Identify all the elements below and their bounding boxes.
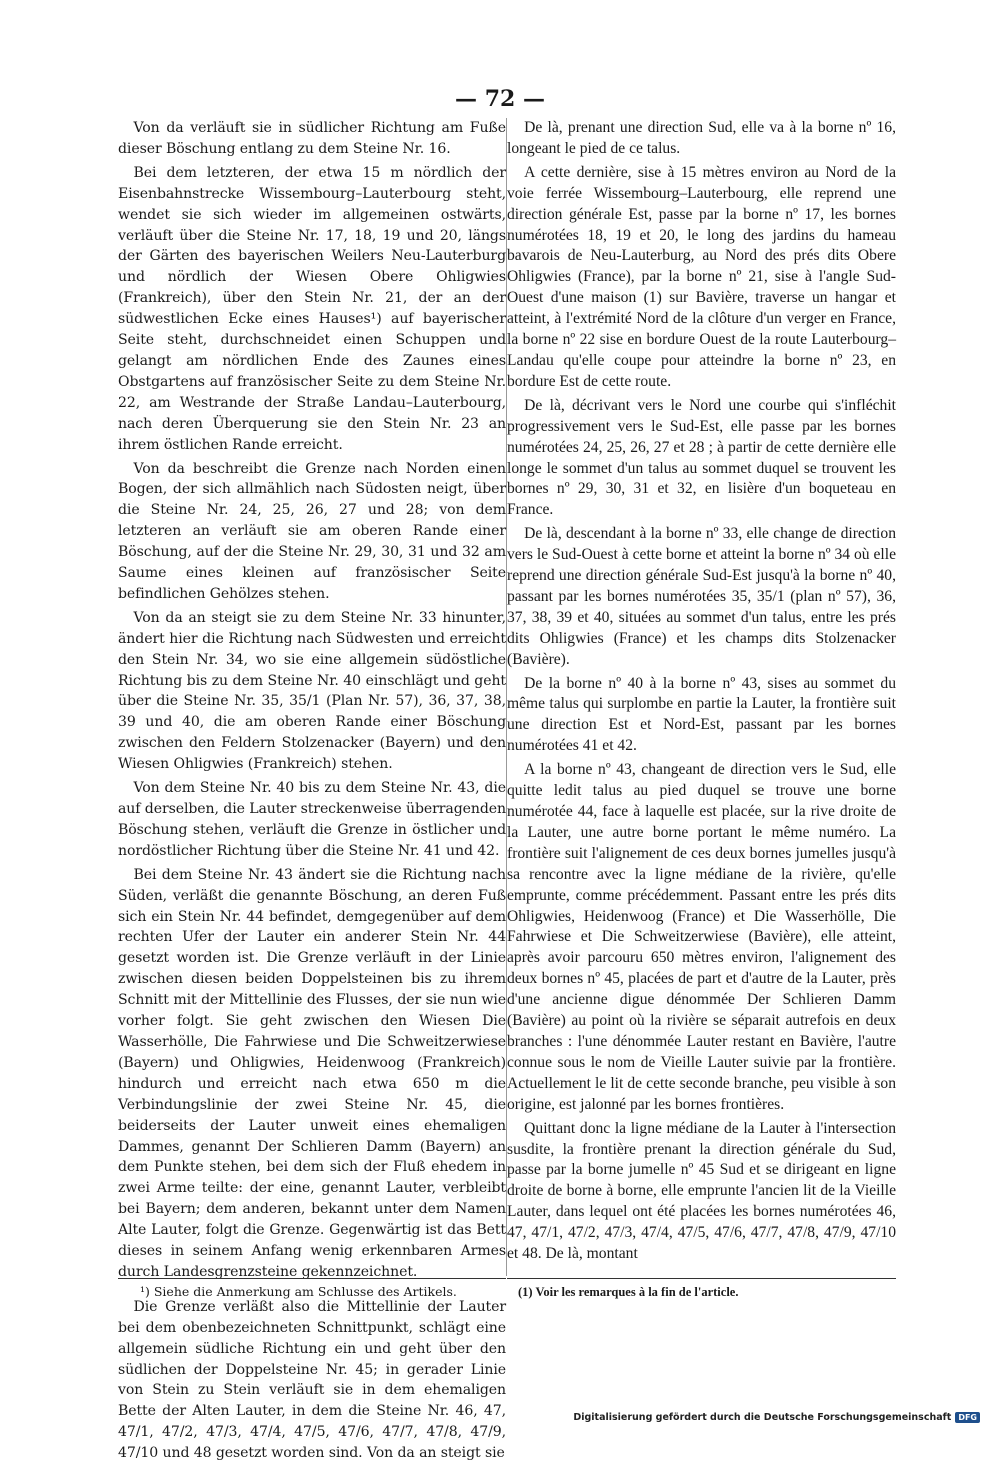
footnote-rule-left [118, 1278, 506, 1279]
german-paragraph-7: Die Grenze verläßt also die Mittellinie der Lauter bei dem obenbezeichneten Schnittpunkt, schlägt eine allgemein südliche Richtung ein und geht über den südlichen der Doppelsteine Nr. 45; in gerader Linie von Stein zu Stein verläuft sie in dem ehemaligen Bette der Alten Lauter, in dem die Steine Nr. 46, 47, 47/1, 47/2, 47/3, 47/4, 47/5, 47/6, 47/7, 47/8, 47/9, 47/10 und 48 gesetzt worden sind. Von da an steigt sie [118, 1298, 506, 1462]
french-paragraph-4: De là, descendant à la borne nº 33, elle change de direction vers le Sud-Ouest à cette borne et atteint la borne nº 34 où elle reprend une direction générale Sud-Est jusqu'à la borne nº 40, passant par les bornes numérotées 35, 35/1 (plan nº 57), 36, 37, 38, 39 et 40, situées au sommet d'un talus, entre les prés dits Ohligwies (France) et les champs dits Stolzenacker (Bavière). [507, 525, 896, 668]
french-column [507, 118, 896, 1268]
german-paragraph-1: Von da verläuft sie in südlicher Richtung am Fuße dieser Böschung entlang zu dem Steine Nr. 16. [118, 120, 506, 157]
french-paragraph-2: A cette dernière, sise à 15 mètres environ au Nord de la voie ferrée Wissembourg–Lauterbourg, elle reprend une direction générale Est, passe par la borne nº 17, les bornes numérotées 18, 19 et 20, le long des jardins du hameau bavarois de Neu-Lauterburg, au Nord des prés dits Obere Ohligwies (France), par la borne nº 21, sise à l'angle Sud-Ouest d'une maison (1) sur Bavière, traverse un hangar et atteint, à l'extrémité Nord de la clôture d'un verger en France, la borne nº 22 sise en bordure Ouest de la route Lauterbourg–Landau qu'elle coupe pour atteindre la borne nº 23, en bordure Est de cette route. [507, 163, 896, 390]
german-paragraph-6: Bei dem Steine Nr. 43 ändert sie die Richtung nach Süden, verläßt die genannte Böschung, an deren Fuß sich ein Stein Nr. 44 befindet, demgegenüber auf dem rechten Ufer der Lauter ein anderer Stein Nr. 44 gesetzt worden ist. Die Grenze verläuft in der Linie zwischen diesen beiden Doppelsteinen bis zu ihrem Schnitt mit der Mittellinie des Flusses, der sie nun wie vorher folgt. Sie geht zwischen den Wiesen Die Wasserhölle, Die Fahrwiese und Die Schweitzerwiese (Bayern) und Ohligwies, Heidenwoog (Frankreich) hindurch und erreicht nach etwa 650 m die Verbindungslinie der zwei Steine Nr. 45, die beiderseits der Lauter unweit eines ehemaligen Dammes, genannt Der Schlieren Damm (Bayern) an dem Punkte stehen, bei dem sich der Fluß ehedem in zwei Arme teilte: der eine, genannt Lauter, verbleibt bei Bayern; dem anderen, bekannt unter dem Namen Alte Lauter, folgt die Grenze. Gegenwärtig ist das Bett dieses in seinem Anfang wenig erkennbaren Armes durch Landesgrenzsteine gekennzeichnet. [118, 866, 506, 1280]
german-paragraph-2: Bei dem letzteren, der etwa 15 m nördlich der Eisenbahnstrecke Wissembourg–Lauterbourg steht, wendet sie sich wieder im allgemeinen ostwärts, verläuft über die Steine Nr. 17, 18, 19 und 20, längs der Gärten des bayerischen Weilers Neu-Lauterburg und nördlich der Wiesen Obere Ohligwies (Frankreich), über den Stein Nr. 21, der an der südwestlichen Ecke eines Hauses¹) auf bayerischer Seite steht, durchschneidet einen Schuppen und gelangt am nördlichen Ende des Zaunes eines Obstgartens auf französischer Seite zu dem Steine Nr. 22, am Westrande der Straße Landau–Lauterbourg, nach deren Überquerung sie den Stein Nr. 23 an ihrem östlichen Rande erreicht. [118, 164, 506, 453]
french-paragraph-3: De là, décrivant vers le Nord une courbe qui s'infléchit progressivement vers le Sud-Est, elle passe par les bornes numérotées 24, 25, 26, 27 et 28 ; à partir de cette dernière elle longe le sommet d'un talus au sommet duquel se trouvent les bornes nº 29, 30, 31 et 32, en lisière d'un boqueteau en France. [507, 396, 896, 519]
digitization-credit [573, 1412, 980, 1423]
french-paragraph-5: De la borne nº 40 à la borne nº 43, sises au sommet du même talus qui surplombe en partie la Lauter, la frontière suit une direction Est et Nord-Est, passant par les bornes numérotées 41 et 42. [507, 674, 896, 755]
french-footnote: (1) Voir les remarques à la fin de l'article. [518, 1285, 739, 1299]
french-paragraph-6: A la borne nº 43, changeant de direction vers le Sud, elle quitte ledit talus au pied duquel se trouve une borne numérotée 44, face à laquelle est placée, sur la rive droite de la Lauter, une autre borne portant le même numéro. La frontière suit l'alignement de ces deux bornes jumelles jusqu'à sa rencontre avec la ligne médiane de la rivière, qu'elle emprunte, comme précédemment. Passant entre les prés dits Ohligwies, Heidenwoog (France) et Die Wasserhölle, Die Fahrwiese et Die Schweitzerwiese (Bavière), elle atteint, après avoir parcouru 650 mètres environ, l'alignement des deux bornes nº 45, placées de part et d'autre de la Lauter, près d'une ancienne digue dénommée Der Schlieren Damm (Bavière) au point où la rivière se séparait autrefois en deux branches : l'une dénommée Lauter restant en Bavière, l'autre connue sous le nom de Vieille Lauter suivie par la frontière. Actuellement le lit de cette seconde branche, peu visible à son origine, est jalonné par les bornes frontières. [507, 761, 896, 1113]
footnote-rule-right [507, 1278, 896, 1279]
french-paragraph-7: Quittant donc la ligne médiane de la Lauter à l'intersection susdite, la frontière prenant la direction générale du Sud, passe par la borne jumelle nº 45 Sud et se dirigeant en ligne droite de borne à borne, elle emprunte l'ancien lit de la Vieille Lauter, dans lequel ont été placées les bornes numérotées 46, 47, 47/1, 47/2, 47/3, 47/4, 47/5, 47/6, 47/7, 47/8, 47/9, 47/10 et 48. De là, montant [507, 1119, 896, 1263]
page-number: — 72 — [455, 86, 545, 112]
french-paragraph-1: De là, prenant une direction Sud, elle va à la borne nº 16, longeant le pied de ce talus. [507, 119, 896, 157]
credit-text: Digitalisierung gefördert durch die Deutsche Forschungsgemeinschaft [573, 1412, 952, 1423]
dfg-logo-icon: DFG [955, 1412, 980, 1423]
german-paragraph-3: Von da beschreibt die Grenze nach Norden einen Bogen, der sich allmählich nach Südosten neigt, über die Steine Nr. 24, 25, 26, 27 und 28; von dem letzteren an verläuft sie am oberen Rande einer Böschung, auf der die Steine Nr. 29, 30, 31 und 32 am Saume eines kleinen auf französischer Seite befindlichen Gehölzes stehen. [118, 460, 506, 602]
german-paragraph-5: Von dem Steine Nr. 40 bis zu dem Steine Nr. 43, die auf derselben, die Lauter streckenweise überragenden Böschung stehen, verläuft die Grenze in östlicher und nordöstlicher Richtung über die Steine Nr. 41 und 42. [118, 780, 506, 859]
german-column [118, 118, 506, 1467]
german-footnote: ¹) Siehe die Anmerkung am Schlusse des Artikels. [140, 1284, 457, 1299]
german-paragraph-4: Von da an steigt sie zu dem Steine Nr. 33 hinunter, ändert hier die Richtung nach Südwesten und erreicht den Stein Nr. 34, wo sie eine allgemein südöstliche Richtung bis zu dem Steine Nr. 40 einschlägt und geht über die Steine Nr. 35, 35/1 (Plan Nr. 57), 36, 37, 38, 39 und 40, die am oberen Rande einer Böschung zwischen den Feldern Stolzenacker (Bayern) und den Wiesen Ohligwies (Frankreich) stehen. [118, 609, 506, 773]
